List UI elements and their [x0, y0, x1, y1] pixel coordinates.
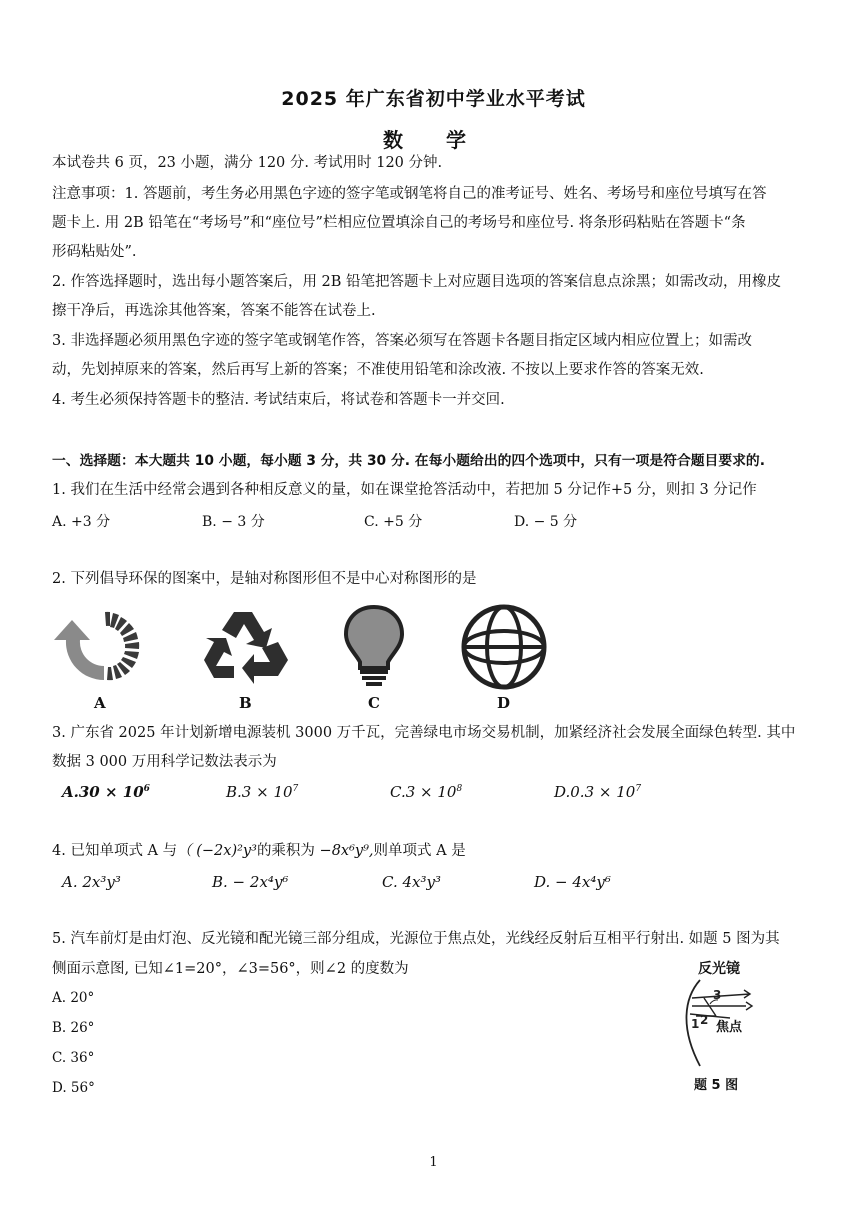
q4-option-c: C. 4x³y³ — [382, 873, 441, 891]
globe-icon — [460, 603, 548, 691]
instruction-line: 形码粘贴处”. — [52, 244, 137, 260]
instruction-line: 动，先划掉原来的答案，然后再写上新的答案；不准使用铅笔和涂改液. 不按以上要求作答的答案无效. — [52, 362, 704, 378]
q4-option-b: B. − 2x⁴y⁶ — [212, 873, 289, 891]
q3-option-d: $D.0.3 \times 10^7$ — [554, 783, 642, 801]
q5-option-d: D. 56° — [52, 1080, 95, 1096]
question-4-stem: 4. 已知单项式 A 与（ (−2x)²y³的乘积为 −8x⁶y⁹,则单项式 A 是 — [52, 843, 466, 859]
q1-option-d: D. − 5 分 — [514, 514, 578, 530]
q4-option-a: A. 2x³y³ — [62, 873, 121, 891]
recycle-triangle-icon — [200, 604, 292, 690]
instruction-line: 4. 考生必须保持答题卡的整洁. 考试结束后，将试卷和答题卡一并交回. — [52, 392, 505, 408]
page-number: 1 — [429, 1155, 438, 1170]
q1-option-a: A. +3 分 — [52, 514, 111, 530]
section-heading: 一、选择题：本大题共 10 小题，每小题 3 分，共 30 分. 在每小题给出的四个选项中，只有一项是符合题目要求的. — [52, 453, 765, 469]
angle-1-label: 1 — [691, 1017, 700, 1031]
q4-option-d: D. − 4x⁴y⁶ — [534, 873, 611, 891]
question-2-stem: 2. 下列倡导环保的图案中，是轴对称图形但不是中心对称图形的是 — [52, 571, 477, 587]
figure-label-a: A — [94, 694, 106, 712]
q1-option-c: C. +5 分 — [364, 514, 423, 530]
q5-option-a: A. 20° — [52, 990, 95, 1006]
exam-title: 2025 年广东省初中学业水平考试 — [281, 88, 586, 110]
figure-label-c: C — [368, 694, 380, 712]
mirror-label: 反光镜 — [698, 961, 740, 977]
q3-option-b: $B.3 \times 10^7$ — [226, 783, 299, 801]
light-bulb-icon — [342, 604, 406, 690]
question-3-stem-cont: 数据 3 000 万用科学记数法表示为 — [52, 754, 277, 770]
q5-option-b: B. 26° — [52, 1020, 95, 1036]
angle-3-label: 3 — [713, 988, 722, 1002]
instruction-line: 擦干净后，再选涂其他答案，答案不能答在试卷上. — [52, 303, 376, 319]
figure-label-b: B — [239, 694, 252, 712]
figure-label-d: D — [497, 694, 511, 712]
question-5-stem-cont: 侧面示意图, 已知∠1=20°，∠3=56°，则∠2 的度数为 — [52, 961, 409, 977]
q1-option-b: B. − 3 分 — [202, 514, 265, 530]
instruction-line: 注意事项：1. 答题前，考生务必用黑色字迹的签字笔或钢笔将自己的准考证号、姓名、考场号和座位号填写在答 — [52, 186, 767, 202]
instruction-line: 题卡上. 用 2B 铅笔在“考场号”和“座位号”栏相应位置填涂自己的考场号和座位号. 将条形码粘贴在答题卡“条 — [52, 215, 746, 231]
instruction-line: 2. 作答选择题时，选出每小题答案后，用 2B 铅笔把答题卡上对应题目选项的答案信息点涂黑；如需改动，用橡皮 — [52, 274, 782, 290]
question-1-stem: 1. 我们在生活中经常会遇到各种相反意义的量，如在课堂抢答活动中，若把加 5 分记作+5 分，则扣 3 分记作 — [52, 482, 757, 498]
question-3-stem: 3. 广东省 2025 年计划新增电源装机 3000 万千瓦，完善绿电市场交易机制，加紧经济社会发展全面绿色转型. 其中 — [52, 725, 796, 741]
subject-title: 数 学 — [383, 128, 484, 152]
q3-option-c: $C.3 \times 10^8$ — [390, 783, 463, 801]
q3-option-a: $A.30 \times 10^6$ — [62, 783, 150, 801]
angle-2-label: 2 — [700, 1013, 709, 1027]
figure-caption: 题 5 图 — [694, 1078, 739, 1093]
question-5-stem: 5. 汽车前灯是由灯泡、反光镜和配光镜三部分组成，光源位于焦点处，光线经反射后互相平行射出. 如题 5 图为其 — [52, 931, 780, 947]
exam-intro: 本试卷共 6 页，23 小题，满分 120 分. 考试用时 120 分钟. — [52, 155, 443, 171]
focus-label: 焦点 — [716, 1020, 743, 1035]
q5-option-c: C. 36° — [52, 1050, 95, 1066]
recycle-arrow-icon — [50, 606, 150, 692]
instruction-line: 3. 非选择题必须用黑色字迹的签字笔或钢笔作答，答案必须写在答题卡各题目指定区域内相应位置上；如需改 — [52, 333, 752, 349]
